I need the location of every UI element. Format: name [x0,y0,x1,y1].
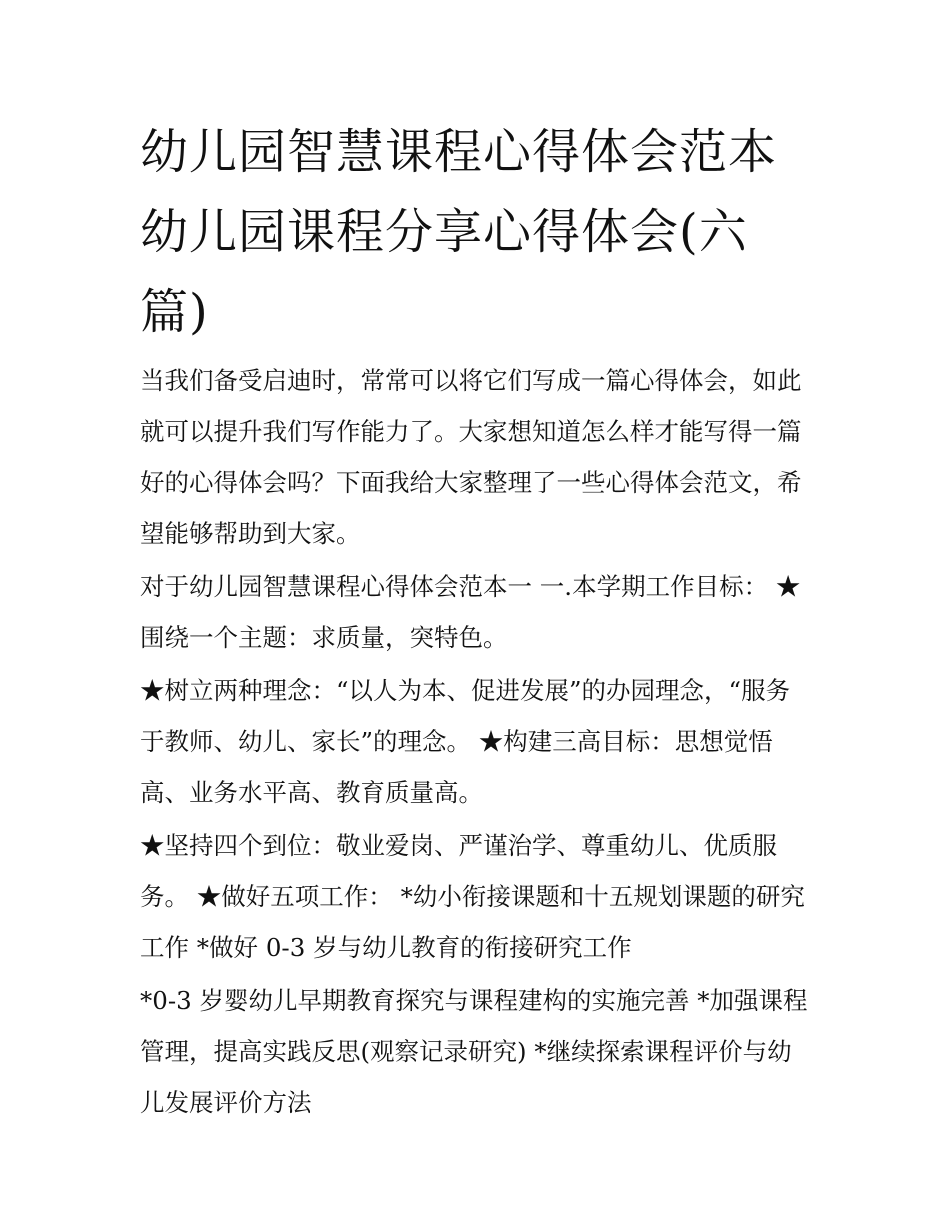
document-title [140,112,820,352]
title-line: 幼儿园课程分享心得体会(六 [140,204,748,260]
text-line: 围绕一个主题：求质量，突特色。 [140,623,508,652]
principles-paragraph [140,820,830,973]
title-line: 幼儿园智慧课程心得体会范本 [140,124,778,180]
text-line: 于教师、幼儿、家长”的理念。 ★构建三高目标：思想觉悟 [140,727,773,756]
title-line: 篇) [140,284,209,340]
text-line: 好的心得体会吗？下面我给大家整理了一些心得体会范文，希 [140,468,802,497]
text-line: 对于幼儿园智慧课程心得体会范本一 一.本学期工作目标： ★ [140,572,801,601]
intro-paragraph [140,355,830,559]
text-line: 务。 ★做好五项工作： *幼小衔接课题和十五规划课题的研究 [140,882,805,911]
concept-paragraph [140,665,830,818]
text-line: 望能够帮助到大家。 [140,519,361,548]
goal-paragraph [140,561,830,663]
text-line: *0-3 岁婴幼儿早期教育探究与课程建构的实施完善 *加强课程 [140,986,808,1015]
text-line: 就可以提升我们写作能力了。大家想知道怎么样才能写得一篇 [140,417,802,446]
text-line: ★坚持四个到位：敬业爱岗、严谨治学、尊重幼儿、优质服 [140,831,777,860]
tasks-paragraph [140,975,830,1128]
text-line: 当我们备受启迪时，常常可以将它们写成一篇心得体会，如此 [140,366,802,395]
text-line: 工作 *做好 0-3 岁与幼儿教育的衔接研究工作 [140,933,632,962]
text-line: 高、业务水平高、教育质量高。 [140,778,483,807]
text-line: ★树立两种理念：“以人为本、促进发展”的办园理念，“服务 [140,676,791,705]
document-body [140,355,830,1130]
text-line: 儿发展评价方法 [140,1088,312,1117]
text-line: 管理，提高实践反思(观察记录研究) *继续探索课程评价与幼 [140,1037,792,1066]
